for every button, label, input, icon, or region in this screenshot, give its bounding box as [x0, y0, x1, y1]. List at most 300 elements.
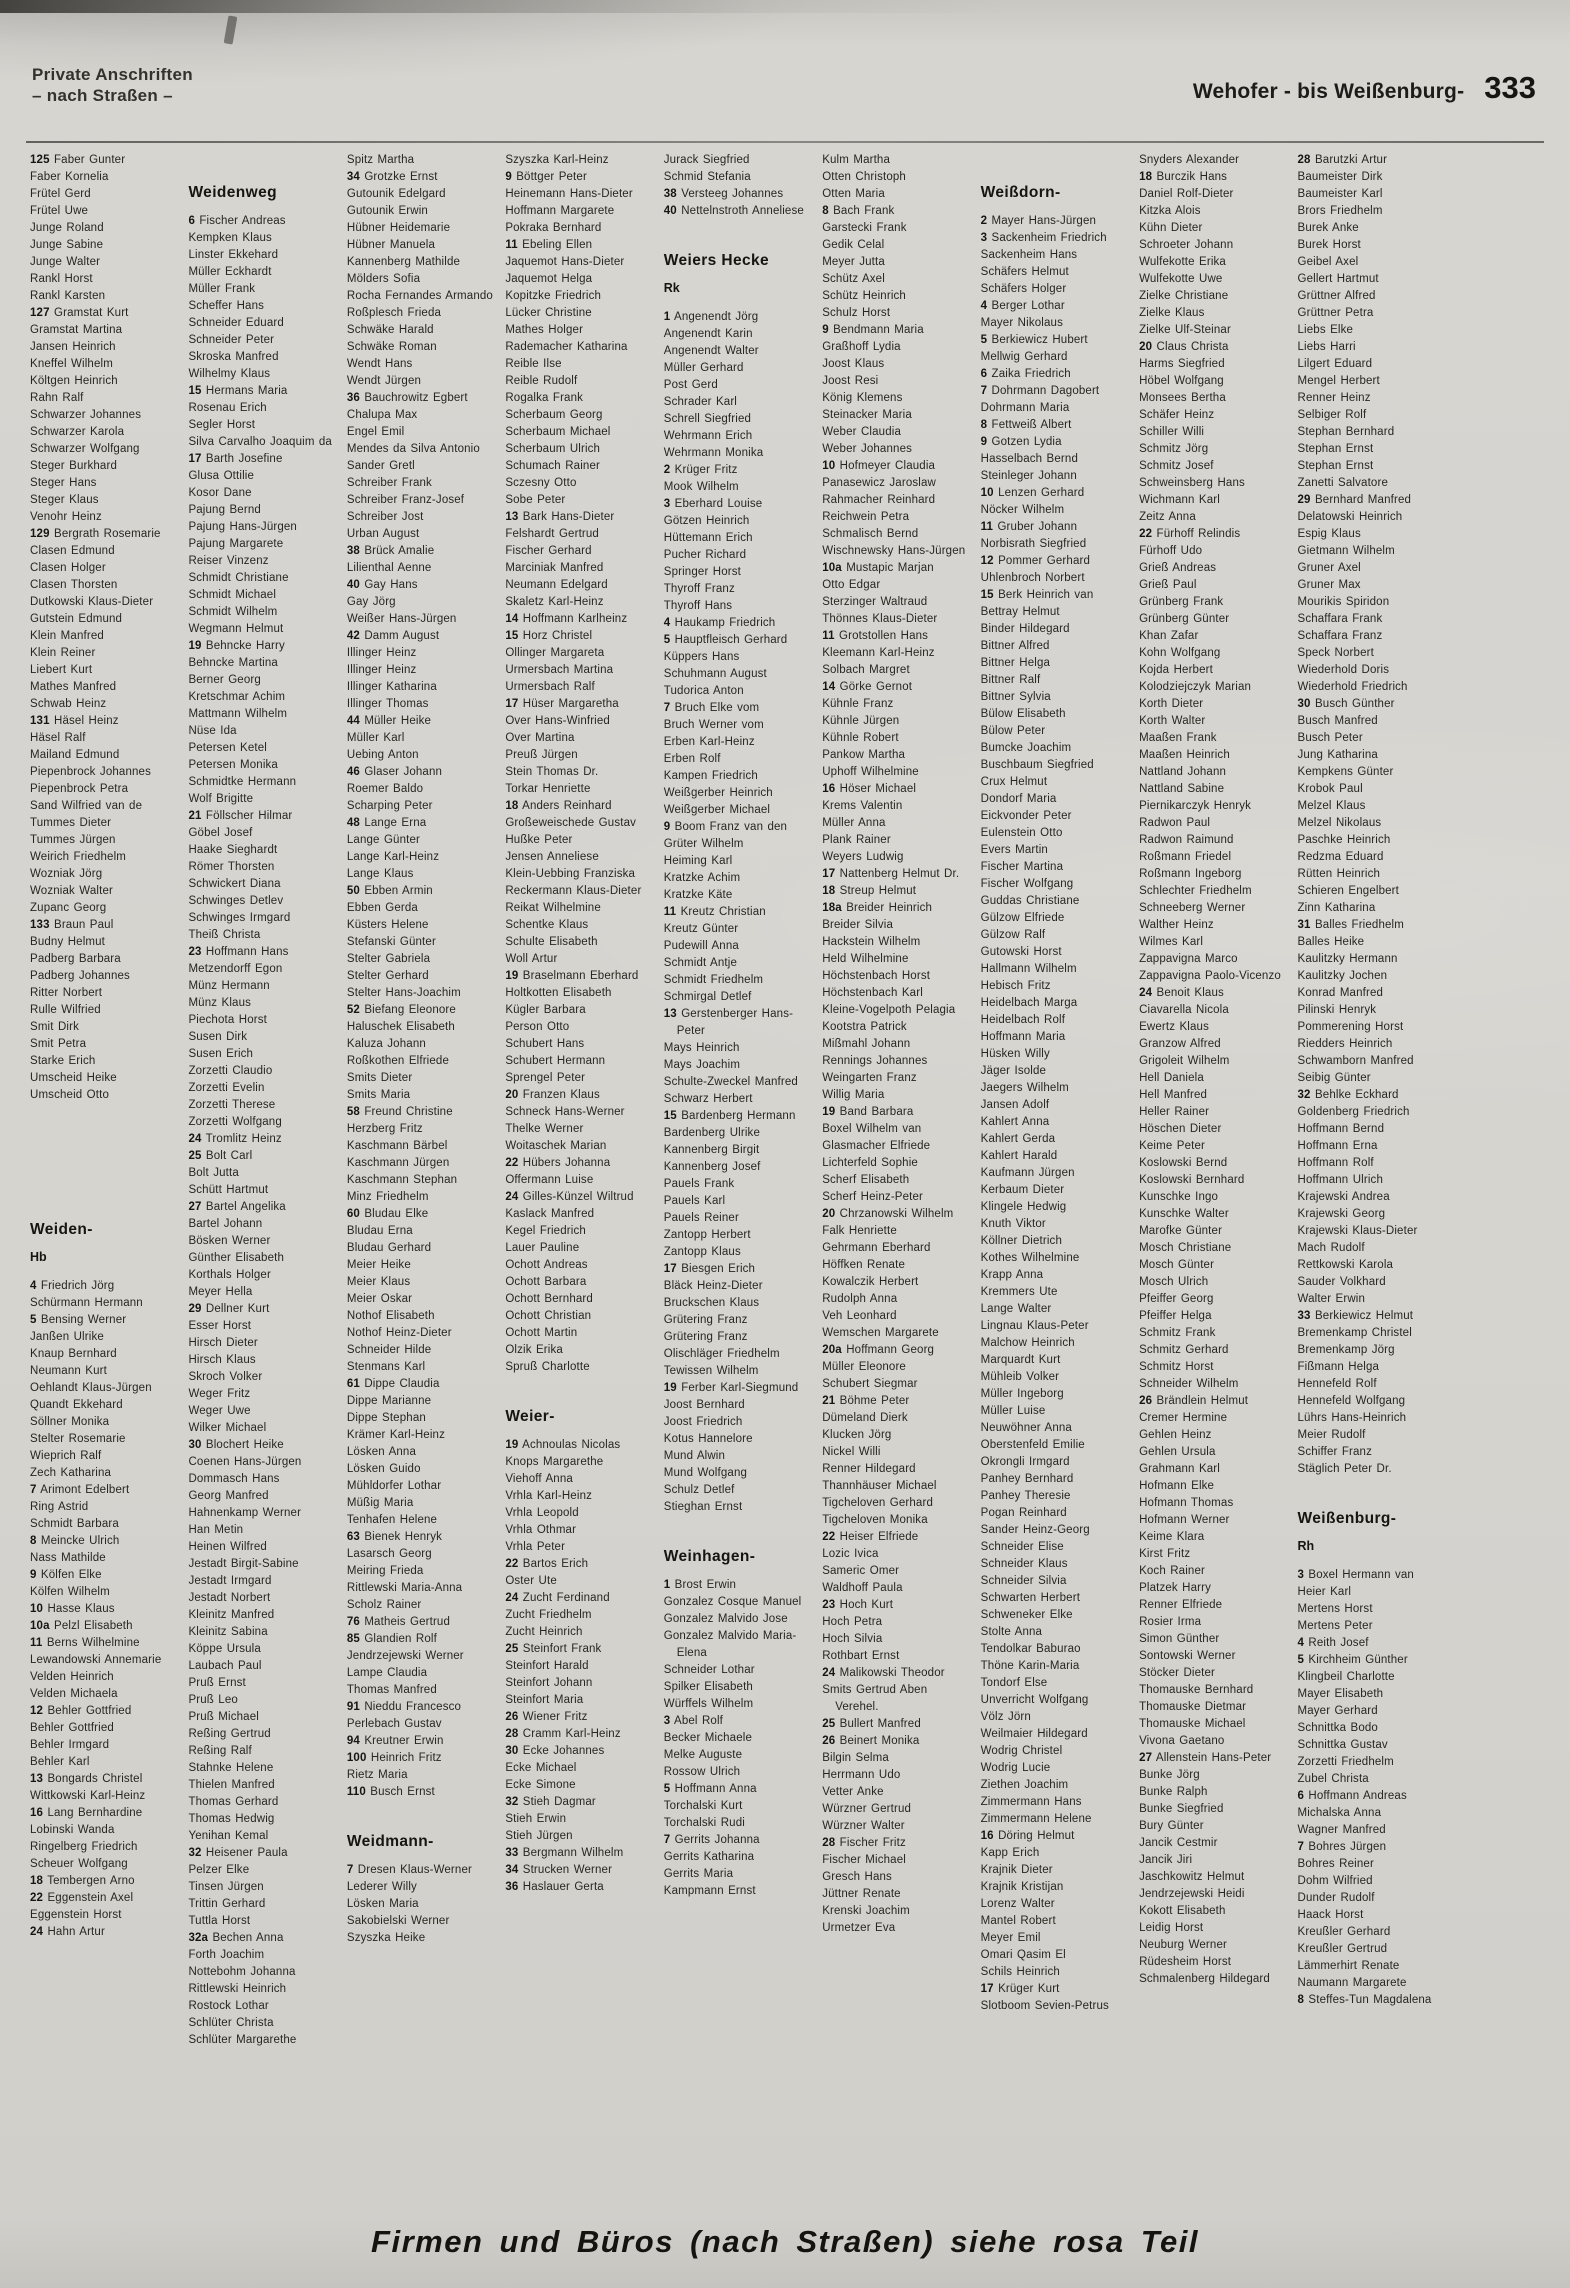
directory-entry [822, 781, 970, 798]
directory-entry [30, 1567, 178, 1584]
directory-entry [1298, 424, 1446, 441]
directory-entry [1139, 237, 1287, 254]
person-name: Sand Wilfried van de [30, 800, 143, 812]
directory-entry [30, 1737, 178, 1754]
directory-entry [505, 1002, 653, 1019]
directory-entry [664, 1832, 812, 1849]
directory-entry [347, 441, 495, 458]
directory-entry [1139, 866, 1287, 883]
directory-entry [30, 713, 178, 730]
directory-entry [30, 747, 178, 764]
person-name: Wulfekotte Uwe [1139, 273, 1223, 285]
directory-entry [822, 968, 970, 985]
person-name: Melzel Klaus [1297, 800, 1366, 812]
person-name: Hallmann Wilhelm [980, 963, 1077, 975]
person-name: Bittner Alfred [980, 640, 1050, 652]
house-number: 10a [30, 1620, 50, 1632]
person-name: Friedrich Jörg [40, 1280, 115, 1292]
directory-entry [664, 717, 812, 734]
person-name: Kaulitzky Jochen [1297, 970, 1388, 982]
directory-entry [1139, 1036, 1287, 1053]
person-name: Kühnle Robert [822, 732, 899, 744]
person-name: Schmalenberg Hildegard [1139, 1973, 1270, 1985]
directory-entry [1298, 628, 1446, 645]
person-name: Dresen Klaus-Werner [357, 1864, 472, 1876]
person-name: Zielke Klaus [1139, 307, 1205, 319]
street-name-header: Weidmann- [346, 1833, 434, 1850]
directory-entry [1139, 1461, 1287, 1478]
directory-entry [664, 479, 812, 496]
person-name: Melzel Nikolaus [1297, 817, 1382, 829]
directory-entry [664, 1662, 812, 1679]
directory-entry [188, 638, 336, 655]
person-name: Zupanc Georg [30, 902, 107, 914]
person-name: Roßkothen Elfriede [346, 1055, 450, 1067]
person-name: Kokott Elisabeth [1139, 1905, 1226, 1917]
directory-entry [188, 1148, 336, 1165]
person-name: Mach Rudolf [1297, 1242, 1365, 1254]
directory-entry [188, 1233, 336, 1250]
directory-entry [664, 1482, 812, 1499]
column-gap [505, 1376, 653, 1393]
directory-entry [188, 1913, 336, 1930]
directory-column [1139, 152, 1287, 2176]
person-name: Kampen Friedrich [663, 770, 758, 782]
directory-entry [188, 1063, 336, 1080]
person-name: Mayer Elisabeth [1297, 1688, 1384, 1700]
person-name: Steger Burkhard [30, 460, 117, 472]
person-name: Stöcker Dieter [1139, 1667, 1216, 1679]
directory-entry [1139, 390, 1287, 407]
house-number: 29 [1297, 494, 1311, 506]
directory-entry [822, 1801, 970, 1818]
person-name: Schubert Hans [505, 1038, 585, 1050]
directory-entry [822, 713, 970, 730]
directory-entry [1298, 169, 1446, 186]
person-name: Smits Dieter [346, 1072, 413, 1084]
directory-entry [981, 1386, 1129, 1403]
directory-entry [347, 1767, 495, 1784]
directory-entry [30, 1669, 178, 1686]
directory-entry [1139, 628, 1287, 645]
person-name: Grahmann Karl [1139, 1463, 1220, 1475]
person-name: Kneffel Wilhelm [30, 358, 113, 370]
directory-entry [1298, 1686, 1446, 1703]
directory-entry [347, 1784, 495, 1801]
person-name: Pruß Leo [188, 1694, 238, 1706]
house-number: 13 [663, 1008, 677, 1020]
person-name: Baumeister Karl [1297, 188, 1383, 200]
house-number: 100 [346, 1752, 367, 1764]
person-name: Bolt Carl [205, 1150, 253, 1162]
directory-entry [1298, 390, 1446, 407]
directory-entry [822, 866, 970, 883]
directory-entry [30, 152, 178, 169]
directory-entry [981, 1012, 1129, 1029]
person-name: Biesgen Erich [681, 1263, 756, 1275]
directory-entry [1139, 543, 1287, 560]
directory-entry [505, 1274, 653, 1291]
directory-entry [188, 264, 336, 281]
directory-entry [981, 808, 1129, 825]
house-number: 7 [663, 1834, 671, 1846]
person-name: Mosch Ulrich [1139, 1276, 1209, 1288]
person-name: Omari Qasim El [980, 1949, 1066, 1961]
person-name: Zantopp Herbert [663, 1229, 751, 1241]
house-number: 11 [505, 239, 518, 251]
directory-entry [30, 611, 178, 628]
person-name: Schmidt Friedhelm [663, 974, 764, 986]
person-name: Grünberg Günter [1139, 613, 1230, 625]
person-name: Erben Karl-Heinz [663, 736, 755, 748]
person-name: Klein Manfred [30, 630, 104, 642]
directory-entry [347, 679, 495, 696]
house-number: 30 [1297, 698, 1311, 710]
directory-entry [664, 802, 812, 819]
person-name: Zantopp Klaus [663, 1246, 741, 1258]
person-name: Heidelbach Rolf [980, 1014, 1066, 1026]
person-name: Kaschmann Bärbel [346, 1140, 448, 1152]
directory-entry [1298, 1720, 1446, 1737]
directory-entry [188, 1556, 336, 1573]
person-name: Kunschke Walter [1139, 1208, 1229, 1220]
person-name: Kerbaum Dieter [980, 1184, 1065, 1196]
directory-entry [1139, 1903, 1287, 1920]
person-name: Offermann Luise [505, 1174, 594, 1186]
directory-entry [347, 1206, 495, 1223]
directory-entry [1298, 373, 1446, 390]
directory-entry [822, 747, 970, 764]
person-name: Reßing Ralf [188, 1745, 252, 1757]
person-name: Junge Roland [30, 222, 104, 234]
person-name: Scharping Peter [346, 800, 433, 812]
person-name: Hahn Artur [47, 1926, 105, 1938]
person-name: Junge Walter [30, 256, 101, 268]
person-name: Maaßen Heinrich [1139, 749, 1230, 761]
directory-entry [347, 509, 495, 526]
directory-entry [1139, 1478, 1287, 1495]
person-name: Blochert Heike [205, 1439, 284, 1451]
person-name: Eggenstein Axel [47, 1892, 134, 1904]
directory-entry [664, 1261, 812, 1278]
directory-entry [505, 1223, 653, 1240]
person-name: Schneeberg Werner [1139, 902, 1246, 914]
directory-entry [1139, 1104, 1287, 1121]
house-number: 133 [30, 919, 50, 931]
person-name: Stelter Rosemarie [30, 1433, 126, 1445]
house-number: 24 [188, 1133, 202, 1145]
person-name: Marciniak Manfred [505, 562, 604, 574]
directory-entry [347, 1648, 495, 1665]
directory-entry [347, 1053, 495, 1070]
directory-entry [822, 1019, 970, 1036]
person-name: Versteeg Johannes [681, 188, 784, 200]
directory-entry [347, 1716, 495, 1733]
person-name: Neuwöhner Anna [980, 1422, 1072, 1434]
directory-entry [505, 866, 653, 883]
directory-entry [1298, 815, 1446, 832]
directory-entry [347, 1896, 495, 1913]
directory-entry [664, 1499, 812, 1516]
person-name: Malchow Heinrich [980, 1337, 1075, 1349]
directory-entry [1139, 203, 1287, 220]
directory-entry [1298, 1992, 1446, 2009]
person-name: Ochott Martin [505, 1327, 578, 1339]
house-number: 20 [505, 1089, 519, 1101]
directory-entry [664, 1346, 812, 1363]
house-number: 38 [346, 545, 360, 557]
directory-entry [347, 594, 495, 611]
directory-entry [347, 373, 495, 390]
person-name: Schubert Siegmar [822, 1378, 918, 1390]
directory-entry [981, 1284, 1129, 1301]
person-name: Bösken Werner [188, 1235, 271, 1247]
person-name: Behler Karl [30, 1756, 90, 1768]
directory-column [505, 152, 653, 2176]
directory-entry [347, 475, 495, 492]
directory-entry [822, 1461, 970, 1478]
person-name: Gehlen Ursula [1139, 1446, 1216, 1458]
person-name: Mengel Herbert [1297, 375, 1380, 387]
person-name: Braselmann Eberhard [522, 970, 639, 982]
person-name: Lasarsch Georg [346, 1548, 432, 1560]
person-name: Venohr Heinz [30, 511, 102, 523]
directory-entry [1139, 611, 1287, 628]
directory-entry [822, 1631, 970, 1648]
directory-entry [664, 1329, 812, 1346]
directory-entry [1298, 1975, 1446, 1992]
person-name: Biefang Eleonore [364, 1004, 456, 1016]
person-name: Kotus Hannelore [663, 1433, 753, 1445]
directory-entry [1298, 288, 1446, 305]
directory-entry [30, 237, 178, 254]
scan-mark-artifact [224, 15, 238, 44]
directory-entry [1139, 577, 1287, 594]
directory-entry [505, 1189, 653, 1206]
person-name: Höchstenbach Karl [822, 987, 923, 999]
person-name: Dohrmann Dagobert [991, 385, 1100, 397]
person-name: Khan Zafar [1139, 630, 1199, 642]
directory-entry [981, 1913, 1129, 1930]
person-name: Kegel Friedrich [505, 1225, 586, 1237]
house-number: 8 [822, 205, 829, 217]
person-name: Sackenheim Friedrich [991, 232, 1107, 244]
house-number: 15 [980, 589, 994, 601]
directory-entry [505, 407, 653, 424]
person-name: Guddas Christiane [980, 895, 1080, 907]
directory-entry [188, 536, 336, 553]
person-name: Meincke Ulrich [40, 1535, 120, 1547]
directory-entry [822, 815, 970, 832]
person-name: Frütel Gerd [30, 188, 91, 200]
person-name: Rahmacher Reinhard [822, 494, 936, 506]
person-name: Sontowski Werner [1139, 1650, 1236, 1662]
directory-entry [347, 1189, 495, 1206]
person-name: Linster Ekkehard [188, 249, 279, 261]
directory-entry [1139, 1869, 1287, 1886]
person-name: Vrhla Peter [505, 1541, 566, 1553]
person-name: Weirich Friedhelm [30, 851, 126, 863]
directory-entry [505, 390, 653, 407]
person-name: Angenendt Jörg [674, 311, 759, 323]
person-name: Schwarten Herbert [980, 1592, 1081, 1604]
directory-entry [822, 662, 970, 679]
directory-entry [505, 764, 653, 781]
directory-entry [981, 264, 1129, 281]
directory-entry [981, 1607, 1129, 1624]
directory-entry [1139, 951, 1287, 968]
person-name: Jestadt Norbert [188, 1592, 271, 1604]
directory-entry [1139, 288, 1287, 305]
person-name: Thönnes Klaus-Dieter [822, 613, 938, 625]
directory-entry [30, 1380, 178, 1397]
directory-entry [664, 1176, 812, 1193]
directory-entry [1139, 985, 1287, 1002]
directory-entry [1298, 1427, 1446, 1444]
person-name: Schmidt Wilhelm [188, 606, 278, 618]
directory-entry [1298, 1308, 1446, 1325]
directory-entry [347, 798, 495, 815]
directory-entry [188, 1267, 336, 1284]
directory-entry [505, 1709, 653, 1726]
person-name: Gruner Axel [1297, 562, 1361, 574]
directory-entry [505, 560, 653, 577]
person-name: Ziethen Joachim [980, 1779, 1069, 1791]
person-name: Müller Eleonore [822, 1361, 906, 1373]
person-name: Glusa Ottilie [188, 470, 255, 482]
directory-entry [822, 186, 970, 203]
person-name: Zeitz Anna [1139, 511, 1196, 523]
directory-column [347, 152, 495, 2176]
directory-entry [664, 1210, 812, 1227]
directory-entry [505, 152, 653, 169]
person-name: Stephan Ernst [1297, 460, 1374, 472]
house-number: 18 [505, 800, 519, 812]
person-name: Mantel Robert [980, 1915, 1056, 1927]
directory-column [664, 152, 812, 2176]
directory-entry [981, 995, 1129, 1012]
person-name: Mayer Gerhard [1297, 1705, 1378, 1717]
person-name: Eickvonder Peter [980, 810, 1072, 822]
directory-entry [30, 1788, 178, 1805]
person-name: Münz Hermann [188, 980, 270, 992]
directory-entry [1298, 356, 1446, 373]
directory-entry [347, 730, 495, 747]
person-name: Daniel Rolf-Dieter [1139, 188, 1234, 200]
street-range-label: Wehofer - bis Weißenburg- [1192, 80, 1465, 103]
directory-entry [1298, 679, 1446, 696]
district-code: Rk [663, 281, 680, 295]
directory-entry [505, 1760, 653, 1777]
directory-entry [1139, 1937, 1287, 1954]
directory-entry [1298, 1601, 1446, 1618]
directory-entry [981, 1335, 1129, 1352]
directory-entry [188, 1318, 336, 1335]
directory-entry [822, 1767, 970, 1784]
directory-entry [1139, 254, 1287, 271]
person-name: Wozniak Jörg [30, 868, 103, 880]
directory-entry [981, 1641, 1129, 1658]
page-header [32, 64, 1536, 106]
directory-entry [188, 621, 336, 638]
house-number: 129 [30, 528, 50, 540]
column-gap [347, 1801, 495, 1818]
page-range-header [1193, 70, 1536, 106]
directory-entry [188, 876, 336, 893]
person-name: Heisener Paula [205, 1847, 288, 1859]
directory-entry [188, 604, 336, 621]
directory-entry [981, 1760, 1129, 1777]
person-name: Bienek Henryk [364, 1531, 443, 1543]
directory-entry [30, 1465, 178, 1482]
person-name: Müller Eckhardt [188, 266, 272, 278]
person-name: Heidelbach Marga [980, 997, 1078, 1009]
directory-entry [188, 1097, 336, 1114]
person-name: Clasen Edmund [30, 545, 115, 557]
house-number: 36 [505, 1881, 519, 1893]
house-number: 9 [663, 821, 671, 833]
person-name: Dommasch Hans [188, 1473, 280, 1485]
person-name: Paschke Heinrich [1297, 834, 1391, 846]
house-number: 1 [663, 1579, 671, 1591]
house-number: 28 [1297, 154, 1311, 166]
person-name: Zucht Friedhelm [505, 1609, 592, 1621]
person-name: Susen Erich [188, 1048, 254, 1060]
directory-entry [188, 1114, 336, 1131]
directory-entry [505, 1019, 653, 1036]
person-name: Kaluza Johann [346, 1038, 426, 1050]
directory-entry [822, 1920, 970, 1937]
person-name: Müller Gerhard [663, 362, 744, 374]
directory-entry [981, 1250, 1129, 1267]
directory-entry [30, 1053, 178, 1070]
person-name: Quandt Ekkehard [30, 1399, 123, 1411]
directory-entry [981, 1777, 1129, 1794]
directory-entry [981, 1403, 1129, 1420]
person-name: Franzen Klaus [522, 1089, 600, 1101]
directory-entry [188, 281, 336, 298]
house-number: 33 [1297, 1310, 1311, 1322]
person-name: Renner Heinz [1297, 392, 1371, 404]
person-name: Otten Maria [822, 188, 885, 200]
directory-entry [188, 1437, 336, 1454]
person-name: Zimmermann Helene [980, 1813, 1092, 1825]
person-name: Weißer Hans-Jürgen [346, 613, 457, 625]
person-name: Jensen Anneliese [505, 851, 599, 863]
person-name: Wagner Manfred [1297, 1824, 1386, 1836]
directory-entry [188, 893, 336, 910]
person-name: Angenendt Karin [663, 328, 753, 340]
person-name: Goldenberg Friedrich [1297, 1106, 1410, 1118]
person-name: Scherbaum Michael [505, 426, 611, 438]
person-name: Hoch Petra [822, 1616, 883, 1628]
directory-columns [30, 152, 1446, 2176]
directory-entry [822, 543, 970, 560]
directory-entry [347, 713, 495, 730]
directory-entry [1298, 1669, 1446, 1686]
person-name: Kreutner Erwin [364, 1735, 444, 1747]
person-name: Schütz Heinrich [822, 290, 906, 302]
person-name: Hoffmann Maria [980, 1031, 1066, 1043]
directory-entry [981, 587, 1129, 604]
directory-entry [981, 1182, 1129, 1199]
directory-entry [505, 1471, 653, 1488]
person-name: Böhme Peter [839, 1395, 910, 1407]
directory-entry [505, 305, 653, 322]
person-name: Schnittka Gustav [1297, 1739, 1388, 1751]
directory-entry [822, 934, 970, 951]
person-name: Mosch Christiane [1139, 1242, 1232, 1254]
